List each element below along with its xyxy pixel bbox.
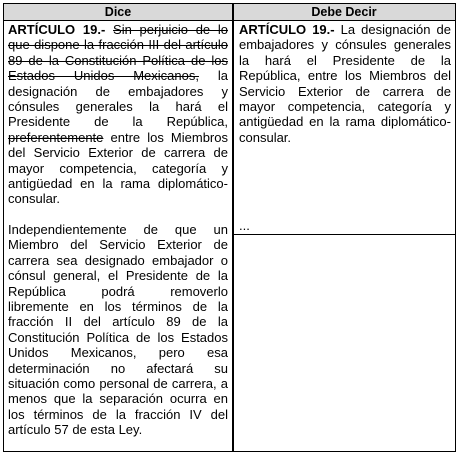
row-separator [234, 234, 455, 235]
header-debe-decir: Debe Decir [233, 4, 455, 21]
cell-dice [4, 21, 232, 451]
dice-paragraph-2: Independientemente de que un Miembro del Servicio Exterior de carrera sea designado embajador o cónsul general, el Presidente de la República podrá removerlo libremente en los términos de la fracción II del artículo 89 de la Constitución Política de los Estados Unidos Mexicanos, pero esa determinación no afectará su situación como personal de carrera, a menos que la separación ocurra en los términos de la fracción IV del artículo 57 de esta Ley. [8, 221, 228, 438]
header-dice: Dice [4, 4, 232, 21]
debe-decir-text: La designación de embajadores y cónsules generales la hará el Presidente de la República, entre los Miembros del Servicio Exterior de carrera de mayor competencia, categoría y antigüedad en la rama diplomático-consular. [239, 22, 451, 145]
comparison-table [3, 3, 456, 452]
dice-text-2: entre los Miembros del Servicio Exterior de carrera de mayor competencia, categoría y antigüedad en la rama diplomático-consular. [8, 129, 228, 207]
debe-decir-paragraph [239, 22, 451, 145]
dice-struck-text-2: preferentemente [8, 129, 104, 145]
dice-article-label: ARTÍCULO 19.- [8, 22, 106, 37]
debe-decir-ellipsis: ... [239, 218, 250, 233]
dice-struck-text-1: Sin perjuicio de lo que dispone la fracción III del artículo 89 de la Constitución Política de los Estados Unidos Mexicanos, [8, 22, 228, 84]
debe-decir-article-label: ARTÍCULO 19.- [239, 22, 335, 37]
dice-paragraph-1 [8, 22, 228, 207]
cell-debe-decir [234, 21, 455, 451]
dice-text-1: la designación de embajadores y cónsules generales la hará el Presidente de la República, [8, 68, 228, 130]
